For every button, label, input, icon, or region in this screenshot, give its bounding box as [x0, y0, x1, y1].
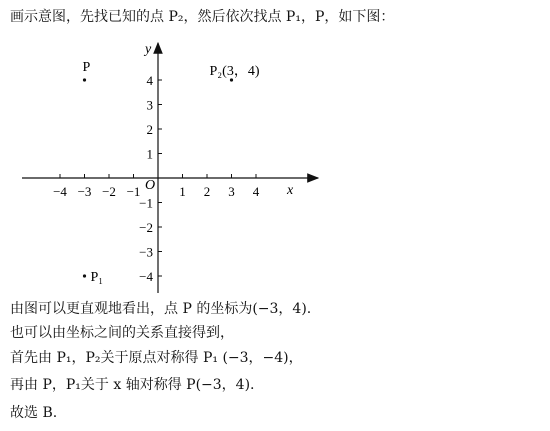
x-tick-label: 3 [228, 184, 235, 199]
x-tick-label: −2 [102, 184, 116, 199]
x-tick-label: −4 [53, 184, 67, 199]
point-label: P [82, 60, 91, 75]
line-5: 故选 B. [10, 405, 58, 421]
point-label: P₁ [90, 270, 104, 285]
y-tick-label: −1 [139, 195, 153, 211]
y-tick-label: −2 [139, 220, 153, 235]
y-tick-label: −3 [139, 244, 153, 260]
y-tick-label: 2 [146, 122, 153, 137]
line-4: 再由 P，P₁关于 x 轴对称得 P(−3，4). [10, 377, 255, 393]
x-tick-label: 1 [179, 184, 186, 199]
x-tick-label: 2 [203, 184, 211, 199]
x-tick-label: −3 [77, 184, 92, 199]
x-axis-label: x [287, 183, 294, 198]
point-marker [83, 274, 86, 277]
point-marker [83, 78, 86, 81]
x-tick-label: −1 [126, 184, 141, 199]
coordinate-figure [0, 35, 340, 305]
y-tick-label: 4 [146, 73, 153, 88]
y-axis-label: y [145, 42, 152, 57]
origin-label: O [145, 178, 156, 193]
y-tick-label: 3 [146, 97, 153, 113]
intro-text: 画示意图，先找已知的点 P₂，然后依次找点 P₁，P，如下图： [10, 9, 395, 25]
x-tick-label: 4 [252, 184, 260, 199]
line-2: 也可以由坐标之间的关系直接得到， [10, 325, 234, 341]
line-1: 由图可以更直观地看出，点 P 的坐标为(−3，4). [10, 301, 312, 317]
y-tick-label: −4 [139, 269, 153, 284]
point-label: P₂(3，4) [209, 64, 260, 79]
y-tick-label: 1 [146, 146, 153, 162]
line-3: 首先由 P₁，P₂关于原点对称得 P₁ (−3，−4)， [10, 350, 303, 366]
